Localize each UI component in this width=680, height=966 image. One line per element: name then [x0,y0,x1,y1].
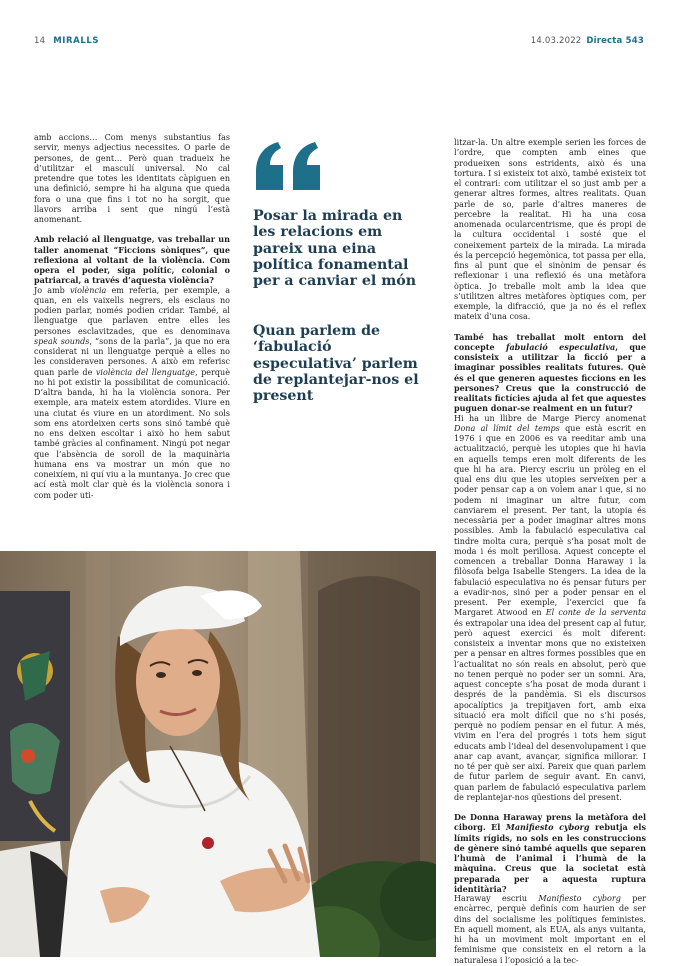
section-name: MIRALLS [53,36,100,46]
interview-question: També has treballat molt entorn del concepte fabulació especulativa, que consisteix a utilitzar la ficció per a imaginar possibles realitats futures. Què és el que generen aquestes ficcions en les persones? Creus que la construcció de realitats fictícies ajuda al fet que aquestes puguen donar-se realment en un futur? [454,331,647,414]
issue-date: 14.03.2022 [530,36,582,46]
page-number: 14 [34,36,46,46]
page-header-left [34,36,99,46]
publication-brand: Directa 543 [586,36,644,46]
interview-answer: Jo amb violència em referia, per exemple, a quan, en els vaixells negrers, els esclaus no podien parlar, només podien cridar. També, al llenguatge que parlaven entre elles les persones esclavitzades, que es denominava speak sounds, “sons de la parla”, ja que no era considerat ni un llenguatge perquè a elles no les consideraven persones. A això em referisc quan parle de violència del llenguatge, perquè no hi pot existir la possibilitat de comunicació. D’altra banda, hi ha la violència sonora. Per exemple, ara mateix estem atordides. Viure en una ciutat és viure en un atordiment. No sols som ens atordeixen certs sons sinó també què no ens deixen escoltar i això ho hem sabut també gràcies al confinament. Ningú pot negar que l’absència de soroll de la maquinària humana ens va mostrar un món que no coneixíem, ni quí viu a la muntanya. Jo crec que ací està molt clar què és la violència sonora i com poder uti- [34,285,230,500]
paragraph: amb accions… Com menys substantius fas servir, menys adjectius necessites. O parle de persones, de gent… Però quan tradueix he d’utilitzar el masculí universal. No cal pretendre que totes les identitats càpiguen en una definició, sempre hi ha alguna que queda fora o una que fins i tot no ha sorgit, que llavors arriba i sent que ningú l’està anomenant. [34,133,230,224]
portrait-illustration [0,551,436,957]
interview-question: Amb relació al llenguatge, vas treballar un taller anomenat “Ficcions sòniques”, que reflexiona al voltant de la violència. Com opera el poder, siga polític, colonial o patriarcal, a través d’aquesta violència? [34,234,230,286]
paragraph: litzar-la. Un altre exemple serien les forces de l’ordre, que compten amb eines que produeixen sons estridents, això és una tortura. I si existeix tot això, també existeix tot el contrari: com utilitzar el so just amb per a generar altres formes, altres realitats. Quan parle de so, parle d’altres maneres de percebre la realitat. Hi ha una cosa anomenada ocularcentrisme, que és propi de la cultura occidental i sosté que el coneixement parteix de la mirada. La mirada és la percepció hegemònica, tot passa per ella, fins al punt que el sinònim de pensar és reflexionar i una reflexió és una metàfora òptica. Jo treballe molt amb la idea que s’utilitzen altres metàfores òptiques com, per exemple, la difracció, que ja no és el reflex mateix d’una cosa. [454,138,646,322]
page-header-right [531,36,644,46]
article-column-3 [454,138,646,966]
quotation-mark-icon [252,138,326,192]
pull-quote-1: Posar la mirada en les relacions em pareix una eina política fonamental per a canviar el món [253,208,417,290]
pull-quote-2: Quan parlem de ‘fabulació especulativa’ parlem de replantejar-nos el present [253,323,419,405]
article-column-1 [34,133,230,501]
interview-answer: Haraway escriu Manifiesto cyborg per encàrrec, perquè definís com haurien de ser dins del socialisme les polítiques feministes. En aquell moment, als EUA, als anys vuitanta, hi ha un moviment molt important en el feminisme que consisteix en el retorn a la naturalesa i l’oposició a la tec- [454,894,646,965]
interview-answer: Hi ha un llibre de Marge Piercy anomenat Dona al límit del temps que està escrit en 1976 i que en 2006 es va reeditar amb una actualització, perquè les utopies que hi havia en aquells temps eren molt diferents de les que hi ha ara. Piercy escriu un pròleg en el qual ens diu que les utopies serveixen per a poder pensar cap a on volem anar i que, si no podem ni imaginar un altre futur, com canviarem el present. Per tant, la utopia és necessària per a poder imaginar altres mons possibles. Amb la fabulació especulativa cal tindre molta cura, perquè s’ha posat molt de moda i és molt perillosa. Aquest concepte el comencen a treballar Donna Haraway i la filòsofa belga Isabelle Stengers. La idea de la fabulació especulativa no és pensar futurs per a evadir-nos, sinó per a poder pensar en el present. Per exemple, l’exercici que fa Margaret Atwood en El conte de la serventa és extrapolar una idea del present cap al futur, però aquest exercici és molt diferent: consisteix a inventar mons que no existeixen per a pensar en altres formes possibles que en l’actualitat no són reals en absolut, però que no tenen perquè no poder ser un somni. Ara, aquest concepte s’ha posat de moda durant i després de la pandèmia. Si els discursos apocalíptics ja trepitjaven fort, amb eixa situació era molt difícil que no s’hi posés, perquè no podíem pensar en el futur. A més, vivim en l’era del progrés i tots hem sigut educats amb l’ideal del desenvolupament i que anar cap avant, avançar, significa millorar. I no té per què ser així. Pareix que quan parlem de futur parlem de seguir avant. En canvi, quan parlem de fabulació especulativa parlem de replantejar-nos qüestions del present. [454,413,647,802]
interview-question: De Donna Haraway prens la metàfora del ciborg. El Manifiesto cyborg rebutja els límits rígids, no sols en les construccions de gènere sinó també aquells que separen l’humà de l’animal i l’humà de la màquina. Creus que la societat està preparada per a aquesta ruptura identitària? [454,812,646,894]
interviewee-photo [0,551,436,957]
